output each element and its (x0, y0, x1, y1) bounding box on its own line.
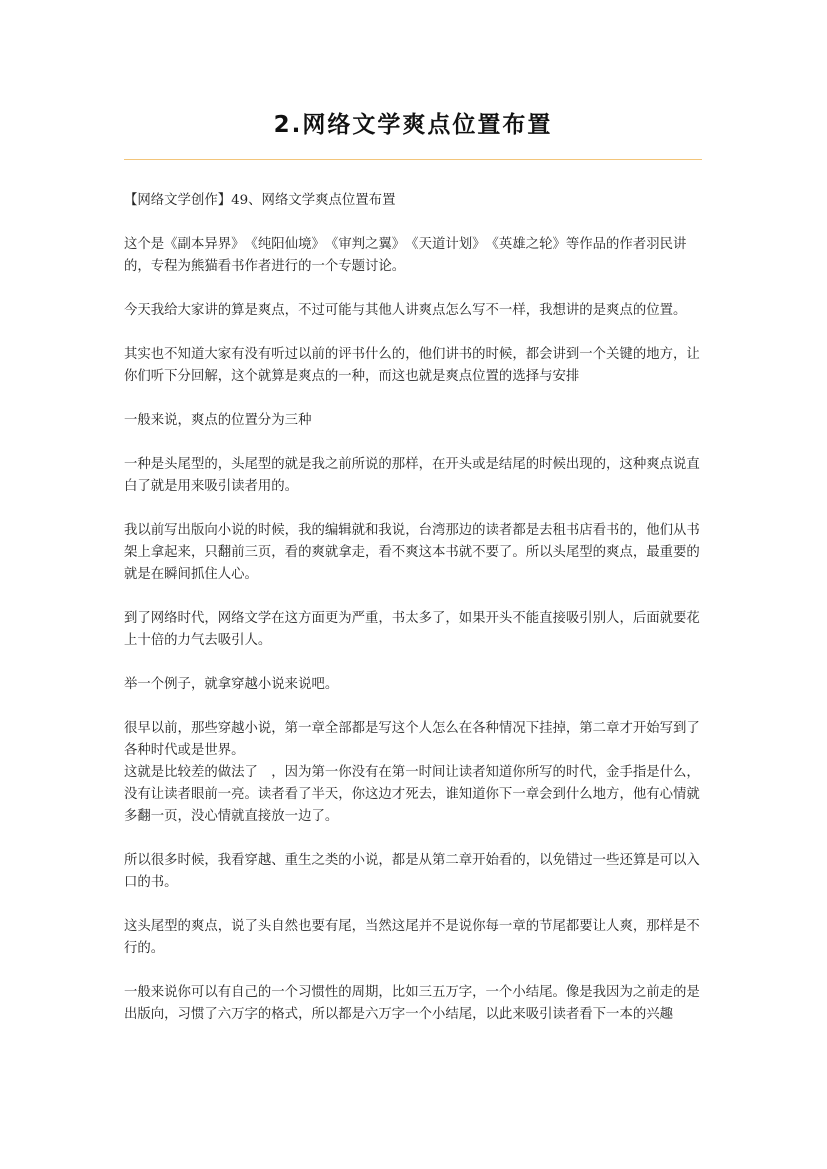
paragraph-tail: 这头尾型的爽点，说了头自然也要有尾，当然这尾并不是说你每一章的节尾都要让人爽，那样是不行的。 (124, 919, 700, 956)
title-divider (124, 159, 702, 160)
paragraph-poor-approach: 这就是比较差的做法了 ，因为第一你没有在第一时间让读者知道你所写的时代，金手指是什么，没有让读者眼前一亮。读者看了半天，你这边才死去，谁知道你下一章会到什么地方，他有心情就多翻一页，没心情就直接放一边了。 (124, 765, 700, 824)
paragraph-topic: 今天我给大家讲的算是爽点，不过可能与其他人讲爽点怎么写不一样，我想讲的是爽点的位置。 (124, 303, 687, 318)
paragraph-three-types: 一般来说，爽点的位置分为三种 (124, 413, 312, 428)
article-body (124, 190, 704, 1048)
page-title: 2.网络文学爽点位置布置 (273, 112, 553, 138)
paragraph-example-intro: 举一个例子，就拿穿越小说来说吧。 (124, 677, 339, 692)
paragraph-author-intro: 这个是《副本异界》 《纯阳仙境》 《审判之翼》 《天道计划》 《英雄之轮》等作品的作者羽民讲的，专程为熊猫看书作者进行的一个专题讨论。 (124, 237, 687, 274)
paragraph-time-travel-early: 很早以前，那些穿越小说，第一章全部都是写这个人怎么在各种情况下挂掉，第二章才开始写到了各种时代或是世界。 (124, 721, 700, 758)
paragraph-source: 【网络文学创作】49、网络文学爽点位置布置 (124, 193, 396, 208)
paragraph-cycle: 一般来说你可以有自己的一个习惯性的周期，比如三五万字，一个小结尾。像是我因为之前走的是出版向，习惯了六万字的格式，所以都是六万字一个小结尾，以此来吸引读者看下一本的兴趣 (124, 985, 700, 1022)
paragraph-storytelling: 其实也不知道大家有没有听过以前的评书什么的，他们讲书的时候，都会讲到一个关键的地方，让你们听下分回解，这个就算是爽点的一种，而这也就是爽点位置的选择与安排 (124, 347, 700, 384)
paragraph-publishing-experience: 我以前写出版向小说的时候，我的编辑就和我说，台湾那边的读者都是去租书店看书的，他们从书架上拿起来，只翻前三页，看的爽就拿走，看不爽这本书就不要了。所以头尾型的爽点，最重要的就是在瞬间抓住人心。 (124, 523, 700, 582)
paragraph-reading-habit: 所以很多时候，我看穿越、重生之类的小说，都是从第二章开始看的，以免错过一些还算是可以入口的书。 (124, 853, 700, 890)
paragraph-internet-era: 到了网络时代，网络文学在这方面更为严重，书太多了，如果开头不能直接吸引别人，后面就要花上十倍的力气去吸引人。 (124, 611, 700, 648)
paragraph-head-tail-type: 一种是头尾型的，头尾型的就是我之前所说的那样，在开头或是结尾的时候出现的，这种爽点说直白了就是用来吸引读者用的。 (124, 457, 700, 494)
